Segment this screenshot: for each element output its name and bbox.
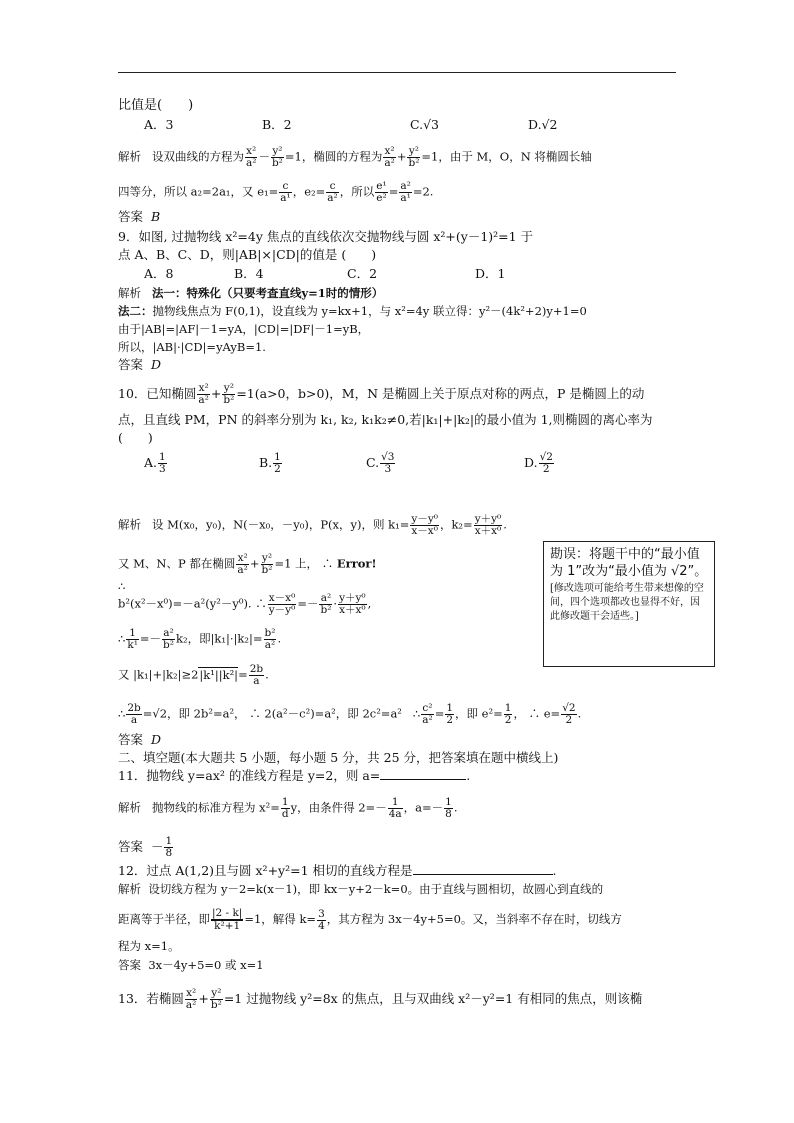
q10-solution-1: 解析 设 M(x₀，y₀)，N(－x₀，－y₀)，P(x，y)，则 k₁= $\frac{\text{y－y⁰}}{\text{x－x⁰}}$ ，k₂= $\frac{\text{y＋y⁰}}{\text{x＋x⁰}}$ .: [118, 513, 507, 537]
solution-line-2: [118, 181, 433, 204]
solution-label: 解析: [118, 149, 141, 164]
answer-blank[interactable]: [380, 779, 466, 780]
text: =1，由于 M，O，N 将椭圆长轴: [421, 149, 592, 164]
fraction: $\frac{c}{\text{a²}}$: [327, 180, 338, 204]
solution-label: 解析: [118, 882, 141, 896]
q12-solution-3: 程为 x=1。: [118, 939, 180, 953]
text: =1(a>0，b>0)，M，N 是椭圆上关于原点对称的两点，P 是椭圆上的动: [236, 386, 645, 401]
text: 10．已知椭圆: [118, 386, 197, 401]
text: 2(a²－c²)=a²，即 2c²=a²: [264, 706, 402, 721]
text: 11．抛物线 y=ax² 的准线方程是 y=2，则 a=: [118, 768, 381, 783]
answer-value: D: [150, 732, 161, 747]
q9-option-d: D．1: [475, 266, 506, 281]
text: ，所以: [339, 184, 375, 199]
q12-stem: 12．过点 A(1,2)且与圆 x²+y²=1 相切的直线方程是 .: [118, 863, 557, 878]
text: 又 |k₁|+|k₂|≥2: [118, 667, 199, 682]
q12-answer: [118, 958, 264, 972]
fraction: $\frac{|2 - k|}{\text{k²+1}}$: [212, 907, 243, 932]
fraction: $\frac{3}{4}$: [318, 907, 325, 932]
q13-stem: 13．若椭圆 $\frac{\text{x²}}{\text{a²}}$ + $\frac{\text{y²}}{\text{b²}}$ =1 过抛物线 y²=8x 的焦点，且与双曲线 x²－y²=1 有相同的焦点，则该椭: [118, 987, 643, 1011]
answer-value: 3x－4y+5=0 或 x=1: [148, 958, 264, 972]
text: ，e₂=: [292, 184, 326, 199]
option-a: A．3: [144, 117, 174, 132]
answer-blank[interactable]: [413, 874, 553, 875]
text: =1，椭圆的方程为: [284, 149, 383, 164]
q12-solution-1: [118, 882, 603, 896]
q10-solution-3b: b²(x²－x⁰)=－a²(y²－y⁰). ∴ $\frac{\text{x－x⁰}}{\text{y－y⁰}}$ =－ $\frac{\text{a²}}{\text{b²}}$ · $\frac{\text{y＋y⁰}}{\text{x＋x⁰}}$ ,: [118, 592, 372, 616]
q11-solution: 解析 抛物线的标准方程为 x²= $\frac{1}{d}$ y，由条件得 2=－ $\frac{1}{4a}$ ，a=－ $\frac{1}{8}$ .: [118, 796, 458, 820]
fraction: $\frac{\text{a²}}{\text{b²}}$: [320, 592, 332, 616]
answer-label: 答案: [118, 357, 144, 372]
text: 12．过点 A(1,2)且与圆 x²+y²=1 相切的直线方程是: [118, 863, 413, 878]
fraction: $\frac{\text{x²}}{\text{a²}}$: [185, 987, 197, 1011]
fraction: $\frac{1}{2}$: [504, 702, 512, 726]
text: ，即 e²=: [455, 706, 503, 721]
fraction: $\frac{c}{\text{a¹}}$: [280, 180, 291, 204]
option-b: B．2: [262, 117, 292, 132]
text: 抛物线的标准方程为 x²=: [151, 800, 280, 815]
q10-stem-1: 10．已知椭圆 $\frac{\text{x²}}{\text{a²}}$ + $\frac{\text{y²}}{\text{b²}}$ =1(a>0，b>0)，M，N 是椭圆上关于原点对称的两点，P 是椭圆上的动: [118, 382, 645, 406]
fraction: $\frac{\text{a²}}{\text{a¹}}$: [400, 180, 411, 204]
text: e=: [543, 706, 561, 721]
text: 四等分，所以 a₂=2a₁，又 e₁=: [118, 184, 279, 199]
q9-answer: [118, 358, 161, 372]
q9-stem-2: 点 A、B、C、D，则|AB|×|CD|的值是 ( ): [118, 247, 377, 262]
fraction: $\frac{1}{\text{k¹}}$: [127, 627, 138, 651]
q10-solution-2: 又 M、N、P 都在椭圆 $\frac{\text{x²}}{\text{a²}}$ + $\frac{\text{y²}}{\text{b²}}$ =1 上， ∴ Error!: [118, 552, 377, 576]
q10-option-a: A. $\frac{1}{3}$: [144, 451, 166, 475]
text: =1，解得 k=: [244, 912, 317, 926]
text: 距离等于半径，即: [118, 912, 210, 926]
header-rule: [118, 72, 676, 73]
solution-line-1: 解析 设双曲线的方程为 $\frac{\text{x²}}{\text{a²}}$ － $\frac{\text{y²}}{\text{b²}}$ =1，椭圆的方程为 $\frac{\text{x²}}{\text{a²}}$ + $\frac{\text{y²}}{\text{b²}}$ =1，由于 M，O，N 将椭圆长轴: [118, 145, 592, 169]
option-d: D.√2: [528, 117, 558, 132]
text: 又 M、N、P 都在椭圆: [118, 556, 236, 571]
text: 法二：: [118, 304, 153, 318]
text: 13．若椭圆: [118, 991, 184, 1006]
fraction: $\frac{\text{y²}}{\text{b²}}$: [408, 145, 420, 169]
q10-option-d: D. $\frac{√2}{2}$: [524, 451, 553, 475]
text: b²(x²－x⁰)=－a²(y²－y⁰).: [118, 596, 252, 611]
fraction: $\frac{\text{c²}}{\text{a²}}$: [422, 702, 433, 726]
fraction: $\frac{1}{2}$: [446, 702, 454, 726]
q12-solution-2: [118, 908, 622, 932]
q10-solution-4: ∴ $\frac{1}{\text{k¹}}$ =－ $\frac{\text{a²}}{\text{b²}}$ k₂，即|k₁|·|k₂|= $\frac{\text{b²}}{\text{a²}}$ .: [118, 627, 282, 651]
fraction: $\frac{\text{y＋y⁰}}{\text{x＋x⁰}}$: [339, 592, 366, 616]
fraction: $\frac{\text{e¹}}{\text{e²}}$: [376, 180, 387, 204]
question-stem-continued: 比值是( ): [118, 98, 194, 113]
text: =1 上，: [274, 556, 319, 571]
fraction: $\frac{1}{d}$: [281, 796, 289, 820]
text: 法一：特殊化（只要考查直线y=1时的情形）: [151, 286, 384, 300]
fraction: $\frac{\text{x²}}{\text{a²}}$: [198, 382, 209, 406]
fraction: $\frac{\text{x²}}{\text{a²}}$: [237, 552, 248, 576]
answer-line: [118, 210, 160, 224]
fraction: $\frac{\text{x²}}{\text{a²}}$: [245, 145, 257, 169]
fraction: $\frac{1}{4a}$: [388, 796, 402, 820]
answer-value: D: [150, 357, 161, 372]
q9-option-c: C．2: [347, 266, 378, 281]
fraction: $\frac{\text{x－x⁰}}{\text{y－y⁰}}$: [268, 592, 296, 616]
fraction: $\frac{\text{y²}}{\text{b²}}$: [223, 382, 235, 406]
text: y，由条件得 2=－: [290, 800, 387, 815]
erratum-sub: [修改选项可能给考生带来想像的空间，四个选项都改也显得不好，因此修改题干会适些。]: [550, 583, 704, 622]
q10-solution-6: ∴ $\frac{2b}{a}$ =√2，即 2b²=a²， ∴ 2(a²－c²)=a²，即 2c²=a² ∴ $\frac{\text{c²}}{\text{a²}}$ = $\frac{1}{2}$ ，即 e²= $\frac{1}{2}$ ， ∴ e= $\frac{√2}{2}$ .: [118, 702, 582, 726]
fraction: $\frac{2b}{a}$: [249, 663, 264, 687]
text: 设 M(x₀，y₀)，N(－x₀，－y₀)，P(x，y)，则 k₁=: [151, 517, 410, 532]
q10-stem-2: 点，且直线 PM，PN 的斜率分别为 k₁, k₂, k₁k₂≠0,若|k₁|+|k₂|的最小值为 1,则椭圆的离心率为: [118, 412, 653, 427]
text: 设切线方程为 y－2=k(x－1)，即 kx－y+2－k=0。由于直线与圆相切，故圆心到直线的: [148, 882, 604, 896]
q9-solution-4: 所以，|AB|·|CD|=yAyB=1.: [118, 340, 266, 354]
q10-option-b: B. $\frac{1}{2}$: [259, 451, 281, 475]
text: ，a=－: [403, 800, 444, 815]
section-2-heading: 二、填空题(本大题共 5 小题，每小题 5 分，共 25 分，把答案填在题中横线上): [118, 750, 559, 765]
fraction: $\frac{\text{b²}}{\text{a²}}$: [264, 627, 276, 651]
text: =1 过抛物线 y²=8x 的焦点，且与双曲线 x²－y²=1 有相同的焦点，则该椭: [223, 991, 643, 1006]
fraction: $\frac{2b}{a}$: [127, 702, 141, 726]
erratum-note: [543, 541, 715, 667]
fraction: $\frac{1}{8}$: [445, 796, 452, 820]
text: =√2，即 2b²=a²，: [142, 706, 246, 721]
error-text: Error!: [336, 556, 377, 571]
text: ，k₂=: [439, 517, 473, 532]
text: =: [388, 184, 399, 199]
solution-label: 解析: [118, 517, 141, 532]
text: k₂，即|k₁|·|k₂|=: [175, 631, 263, 646]
fraction: $\frac{\text{y²}}{\text{b²}}$: [210, 987, 222, 1011]
text: =2.: [412, 184, 434, 199]
q9-option-a: A．8: [144, 266, 174, 281]
answer-label: 答案: [118, 958, 141, 972]
fraction: $\frac{\text{x²}}{\text{a²}}$: [384, 145, 395, 169]
fraction: $\frac{\text{y²}}{\text{b²}}$: [261, 552, 273, 576]
q9-solution-3: 由于|AB|=|AF|－1=yA，|CD|=|DF|－1=yB，: [118, 322, 370, 336]
q10-stem-3: ( ): [118, 430, 153, 445]
fraction: $\frac{1}{8}$: [165, 835, 173, 859]
answer-label: 答案: [118, 209, 144, 224]
text: =: [434, 706, 445, 721]
q9-solution-1: [118, 286, 383, 300]
answer-value: B: [150, 209, 161, 224]
text: =: [238, 667, 248, 682]
solution-label: 解析: [118, 286, 141, 300]
fraction: $\frac{\text{a²}}{\text{b²}}$: [163, 627, 174, 651]
q10-solution-3: ∴: [118, 579, 126, 593]
q9-stem-1: 9．如图, 过抛物线 x²=4y 焦点的直线依次交抛物线与圆 x²+(y－1)²=1 于: [118, 229, 534, 244]
fraction: $\frac{\text{y＋y⁰}}{\text{x＋x⁰}}$: [474, 513, 502, 537]
answer-label: 答案: [118, 839, 144, 854]
text: 设双曲线的方程为: [151, 149, 244, 164]
q9-option-b: B．4: [234, 266, 264, 281]
fraction: $\frac{\text{y－y⁰}}{\text{x－x⁰}}$: [411, 513, 438, 537]
q11-stem: 11．抛物线 y=ax² 的准线方程是 y=2，则 a= .: [118, 768, 471, 783]
text: 抛物线焦点为 F(0,1)，设直线为 y=kx+1，与 x²=4y 联立得：y²－(4k²+2)y+1=0: [152, 304, 587, 318]
text: =－: [139, 631, 162, 646]
q10-solution-5: 又 |k₁|+|k₂|≥2|k¹||k²|= $\frac{2b}{a}$ .: [118, 663, 269, 687]
solution-label: 解析: [118, 800, 141, 815]
erratum-main: 勘误：将题干中的“最小值为 1”改为“最小值为 √2”。: [550, 547, 708, 579]
text: ，其方程为 3x－4y+5=0。又，当斜率不存在时，切线方: [326, 912, 622, 926]
option-c: C.√3: [410, 117, 440, 132]
q9-solution-2: [118, 304, 587, 318]
q11-answer: 答案 － $\frac{1}{8}$: [118, 835, 173, 859]
fraction: $\frac{\text{y²}}{\text{b²}}$: [271, 145, 283, 169]
answer-label: 答案: [118, 732, 144, 747]
fraction: $\frac{√2}{2}$: [562, 702, 576, 726]
q10-option-c: C. $\frac{√3}{3}$: [366, 451, 395, 475]
q10-answer: [118, 733, 161, 747]
